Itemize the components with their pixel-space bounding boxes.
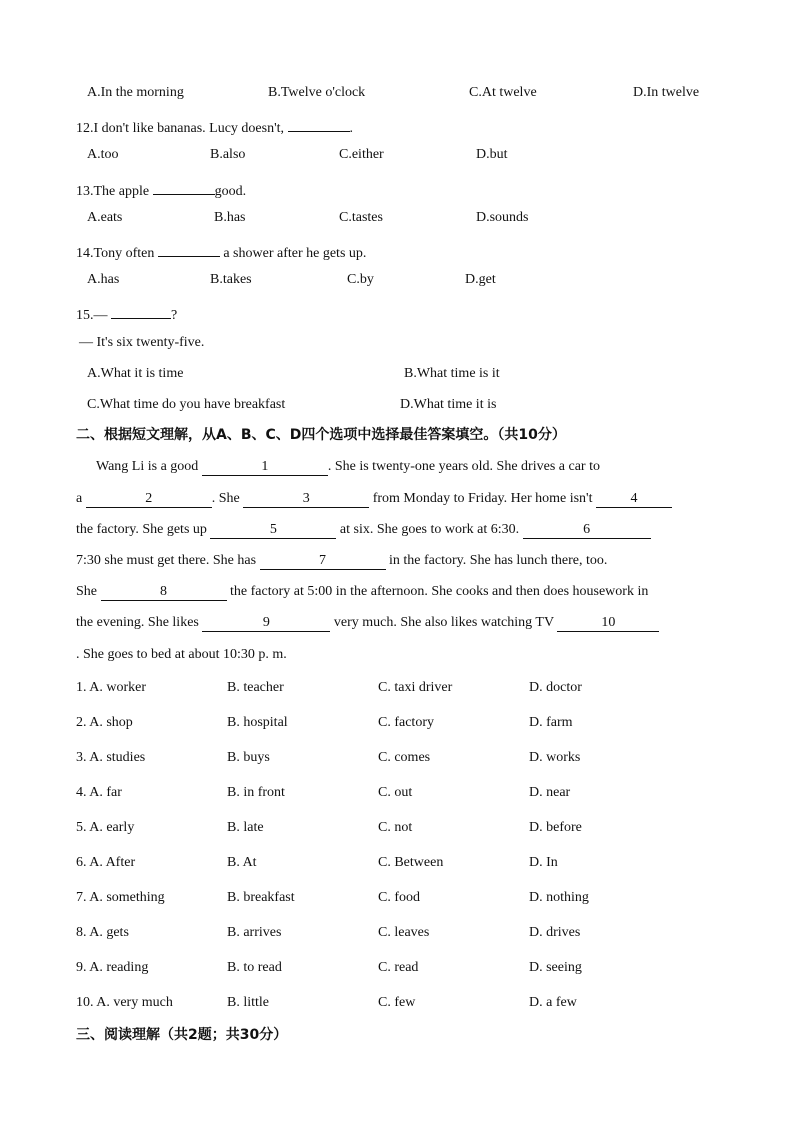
choice-5-b: B. late — [227, 820, 264, 835]
choice-2-d: D. farm — [529, 715, 573, 730]
passage-text: She — [76, 584, 101, 599]
passage-text: . She is twenty-one years old. She drives a car to — [327, 459, 600, 474]
blank-8[interactable]: 8 — [101, 584, 227, 601]
passage-text: the evening. She likes — [76, 615, 203, 630]
choice-4-d: D. near — [529, 785, 571, 800]
choice-5-c: C. not — [378, 820, 413, 835]
q14-text-end: a shower after he gets up. — [219, 246, 367, 261]
choice-9-a: 9. A. reading — [76, 960, 149, 975]
choice-8-d: D. drives — [529, 925, 581, 940]
q14-option-c: C.by — [347, 272, 374, 287]
choice-4-c: C. out — [378, 785, 413, 800]
choice-9-c: C. read — [378, 960, 419, 975]
passage-text: the factory. She gets up — [76, 522, 211, 537]
passage-text: in the factory. She has lunch there, too. — [385, 553, 608, 568]
choice-10-b: B. little — [227, 995, 269, 1010]
passage-line-6 — [76, 614, 659, 632]
q12-text-end: . — [349, 121, 353, 136]
q15-text: 15.— — [76, 308, 111, 323]
q13-text-end: good. — [214, 184, 247, 199]
q14-stem — [76, 240, 366, 263]
choice-3-b: B. buys — [227, 750, 270, 765]
passage-line-5 — [76, 583, 648, 601]
choice-7-c: C. food — [378, 890, 420, 905]
passage-text: the factory at 5:00 in the afternoon. She cooks and then does housework in — [226, 584, 649, 599]
choice-1-d: D. doctor — [529, 680, 582, 695]
q11-option-c: C.At twelve — [469, 85, 537, 100]
q11-option-d: D.In twelve — [633, 85, 700, 100]
q14-option-a: A.has — [87, 272, 120, 287]
passage-text: a — [76, 491, 86, 506]
passage-text: Wang Li is a good — [96, 459, 202, 474]
q13-option-a: A.eats — [87, 210, 123, 225]
q12-text: 12.I don't like bananas. Lucy doesn't, — [76, 121, 288, 136]
passage-text: from Monday to Friday. Her home isn't — [369, 491, 596, 506]
choice-6-a: 6. A. After — [76, 855, 136, 870]
passage-text: . She — [211, 491, 244, 506]
q15-text-end: ? — [171, 308, 178, 323]
passage-line-3 — [76, 521, 651, 539]
q12-option-a: A.too — [87, 147, 119, 162]
choice-4-b: B. in front — [227, 785, 285, 800]
q13-option-b: B.has — [214, 210, 246, 225]
choice-6-c: C. Between — [378, 855, 444, 870]
q12-stem — [76, 115, 353, 138]
blank-6[interactable]: 6 — [523, 522, 651, 539]
q13-stem — [76, 178, 246, 201]
q14-option-b: B.takes — [210, 272, 252, 287]
passage-text: at six. She goes to work at 6:30. — [336, 522, 523, 537]
q11-option-a: A.In the morning — [87, 85, 184, 100]
blank-10[interactable]: 10 — [557, 615, 659, 632]
section-2-title: 二、根据短文理解，从A、B、C、D四个选项中选择最佳答案填空。（共10分） — [76, 427, 566, 443]
choice-2-a: 2. A. shop — [76, 715, 133, 730]
blank-4[interactable]: 4 — [596, 491, 672, 508]
choice-2-b: B. hospital — [227, 715, 288, 730]
choice-10-a: 10. A. very much — [76, 995, 173, 1010]
q14-text: 14.Tony often — [76, 246, 158, 261]
choice-7-d: D. nothing — [529, 890, 589, 905]
q12-option-b: B.also — [210, 147, 246, 162]
q14-option-d: D.get — [465, 272, 496, 287]
choice-1-a: 1. A. worker — [76, 680, 146, 695]
passage-line-2 — [76, 490, 672, 508]
choice-3-c: C. comes — [378, 750, 431, 765]
q13-option-c: C.tastes — [339, 210, 383, 225]
blank-3[interactable]: 3 — [243, 491, 369, 508]
passage-line-4 — [76, 552, 607, 570]
section-3-title: 三、阅读理解（共2题；共30分） — [76, 1027, 288, 1043]
q13-blank[interactable] — [153, 178, 215, 195]
choice-3-a: 3. A. studies — [76, 750, 146, 765]
q12-blank[interactable] — [288, 115, 350, 132]
choice-5-a: 5. A. early — [76, 820, 135, 835]
choice-1-c: C. taxi driver — [378, 680, 453, 695]
choice-5-d: D. before — [529, 820, 582, 835]
choice-4-a: 4. A. far — [76, 785, 122, 800]
choice-3-d: D. works — [529, 750, 581, 765]
blank-9[interactable]: 9 — [202, 615, 330, 632]
q15-stem — [76, 302, 177, 325]
passage-line-7: . She goes to bed at about 10:30 p. m. — [76, 647, 287, 662]
choice-6-d: D. In — [529, 855, 558, 870]
q13-option-d: D.sounds — [476, 210, 529, 225]
q15-option-c: C.What time do you have breakfast — [87, 397, 286, 412]
choice-8-b: B. arrives — [227, 925, 282, 940]
q15-option-b: B.What time is it — [404, 366, 500, 381]
q15-blank[interactable] — [111, 302, 171, 319]
blank-2[interactable]: 2 — [86, 491, 212, 508]
q11-option-b: B.Twelve o'clock — [268, 85, 366, 100]
q12-option-c: C.either — [339, 147, 384, 162]
passage-text: very much. She also likes watching TV — [330, 615, 558, 630]
choice-7-a: 7. A. something — [76, 890, 165, 905]
choice-6-b: B. At — [227, 855, 257, 870]
q13-text: 13.The apple — [76, 184, 153, 199]
choice-9-b: B. to read — [227, 960, 282, 975]
q15-option-a: A.What it is time — [87, 366, 184, 381]
q14-blank[interactable] — [158, 240, 220, 257]
choice-2-c: C. factory — [378, 715, 434, 730]
choice-8-a: 8. A. gets — [76, 925, 129, 940]
q12-option-d: D.but — [476, 147, 508, 162]
passage-text: 7:30 she must get there. She has — [76, 553, 260, 568]
choice-10-c: C. few — [378, 995, 416, 1010]
q15-option-d: D.What time it is — [400, 397, 497, 412]
choice-10-d: D. a few — [529, 995, 577, 1010]
blank-1[interactable]: 1 — [202, 459, 328, 476]
blank-5[interactable]: 5 — [210, 522, 336, 539]
choice-7-b: B. breakfast — [227, 890, 295, 905]
choice-8-c: C. leaves — [378, 925, 430, 940]
choice-1-b: B. teacher — [227, 680, 284, 695]
blank-7[interactable]: 7 — [260, 553, 386, 570]
choice-9-d: D. seeing — [529, 960, 582, 975]
q15-answer-line: — It's six twenty-five. — [79, 335, 205, 350]
passage-line-1 — [96, 458, 600, 476]
